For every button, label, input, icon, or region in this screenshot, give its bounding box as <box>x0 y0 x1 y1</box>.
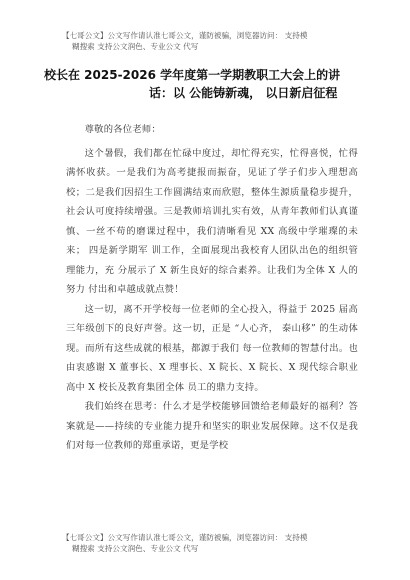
title-line1: 校长在 2025-2026 学年度第一学期教职工大会上的讲 <box>44 68 341 82</box>
footer-banner-line2: 糊搜索 支持公文润色、专业公文 代写 <box>72 544 199 553</box>
footer-watermark-banner <box>62 532 362 554</box>
paragraph-welfare: 我们始终在思考：什么才是学校能够回馈给老师最好的福利？答案就是——持续的专业能力提升和坚实的职业发展保障。这不仅是我们对每一位教师的郑重承诺，更是学校 <box>66 401 358 451</box>
header-banner-line2: 糊搜索 支持公文润色、专业公文 代写 <box>72 42 199 51</box>
footer-banner-line1: 【七哥公文】公文写作请认准七哥公文，谨防被骗，浏览器访问： 支持模 <box>62 533 308 542</box>
paragraph-summer-achievements: 这个暑假，我们都在忙碌中度过，却忙得充实，忙得喜悦，忙得满怀收获。一是我们为高考捷报而振奋，见证了学子们步入理想高校；二是我们因招生工作圆满结束而欣慰，整体生源质量稳步提升，社会认可度持续增强。三是教师培训扎实有效，从青年教师们认真谨慎、一丝不苟的磨课过程中，我们清晰看见 XX 高级中学璀璨的未来； 四是新学期军 训工作，全面展现出我校育人团队出色的组织管理能力，充 分展示了 X 新生良好的综合素养。让我们为全体 X 人的努力 付出和卓越成就点赞！ <box>66 147 358 295</box>
header-banner-line1: 【七哥公文】公文写作请认准七哥公文，谨防被骗，浏览器访问： 支持模 <box>62 31 308 40</box>
paragraph-thanks: 这一切，离不开学校每一位老师的全心投入，得益于 2025 届高三年级创下的良好声誉。这一切，正是 “人心齐， 泰山移” 的生动体现。而所有这些成就的根基，都源于我们 每一位教师的智慧付出。也由衷感谢 X 董事长、X 理事长、X 院长、X 院长、X 现代综合职业高中 X 校长及教育集团全体 员工的鼎力支持。 <box>66 303 358 393</box>
document-title <box>44 66 374 102</box>
salutation: 尊敬的各位老师： <box>84 124 161 135</box>
title-line2: 话：以 公能铸新魂， 以日新启征程 <box>149 86 338 100</box>
header-watermark-banner <box>62 30 362 52</box>
speech-body <box>66 120 358 456</box>
